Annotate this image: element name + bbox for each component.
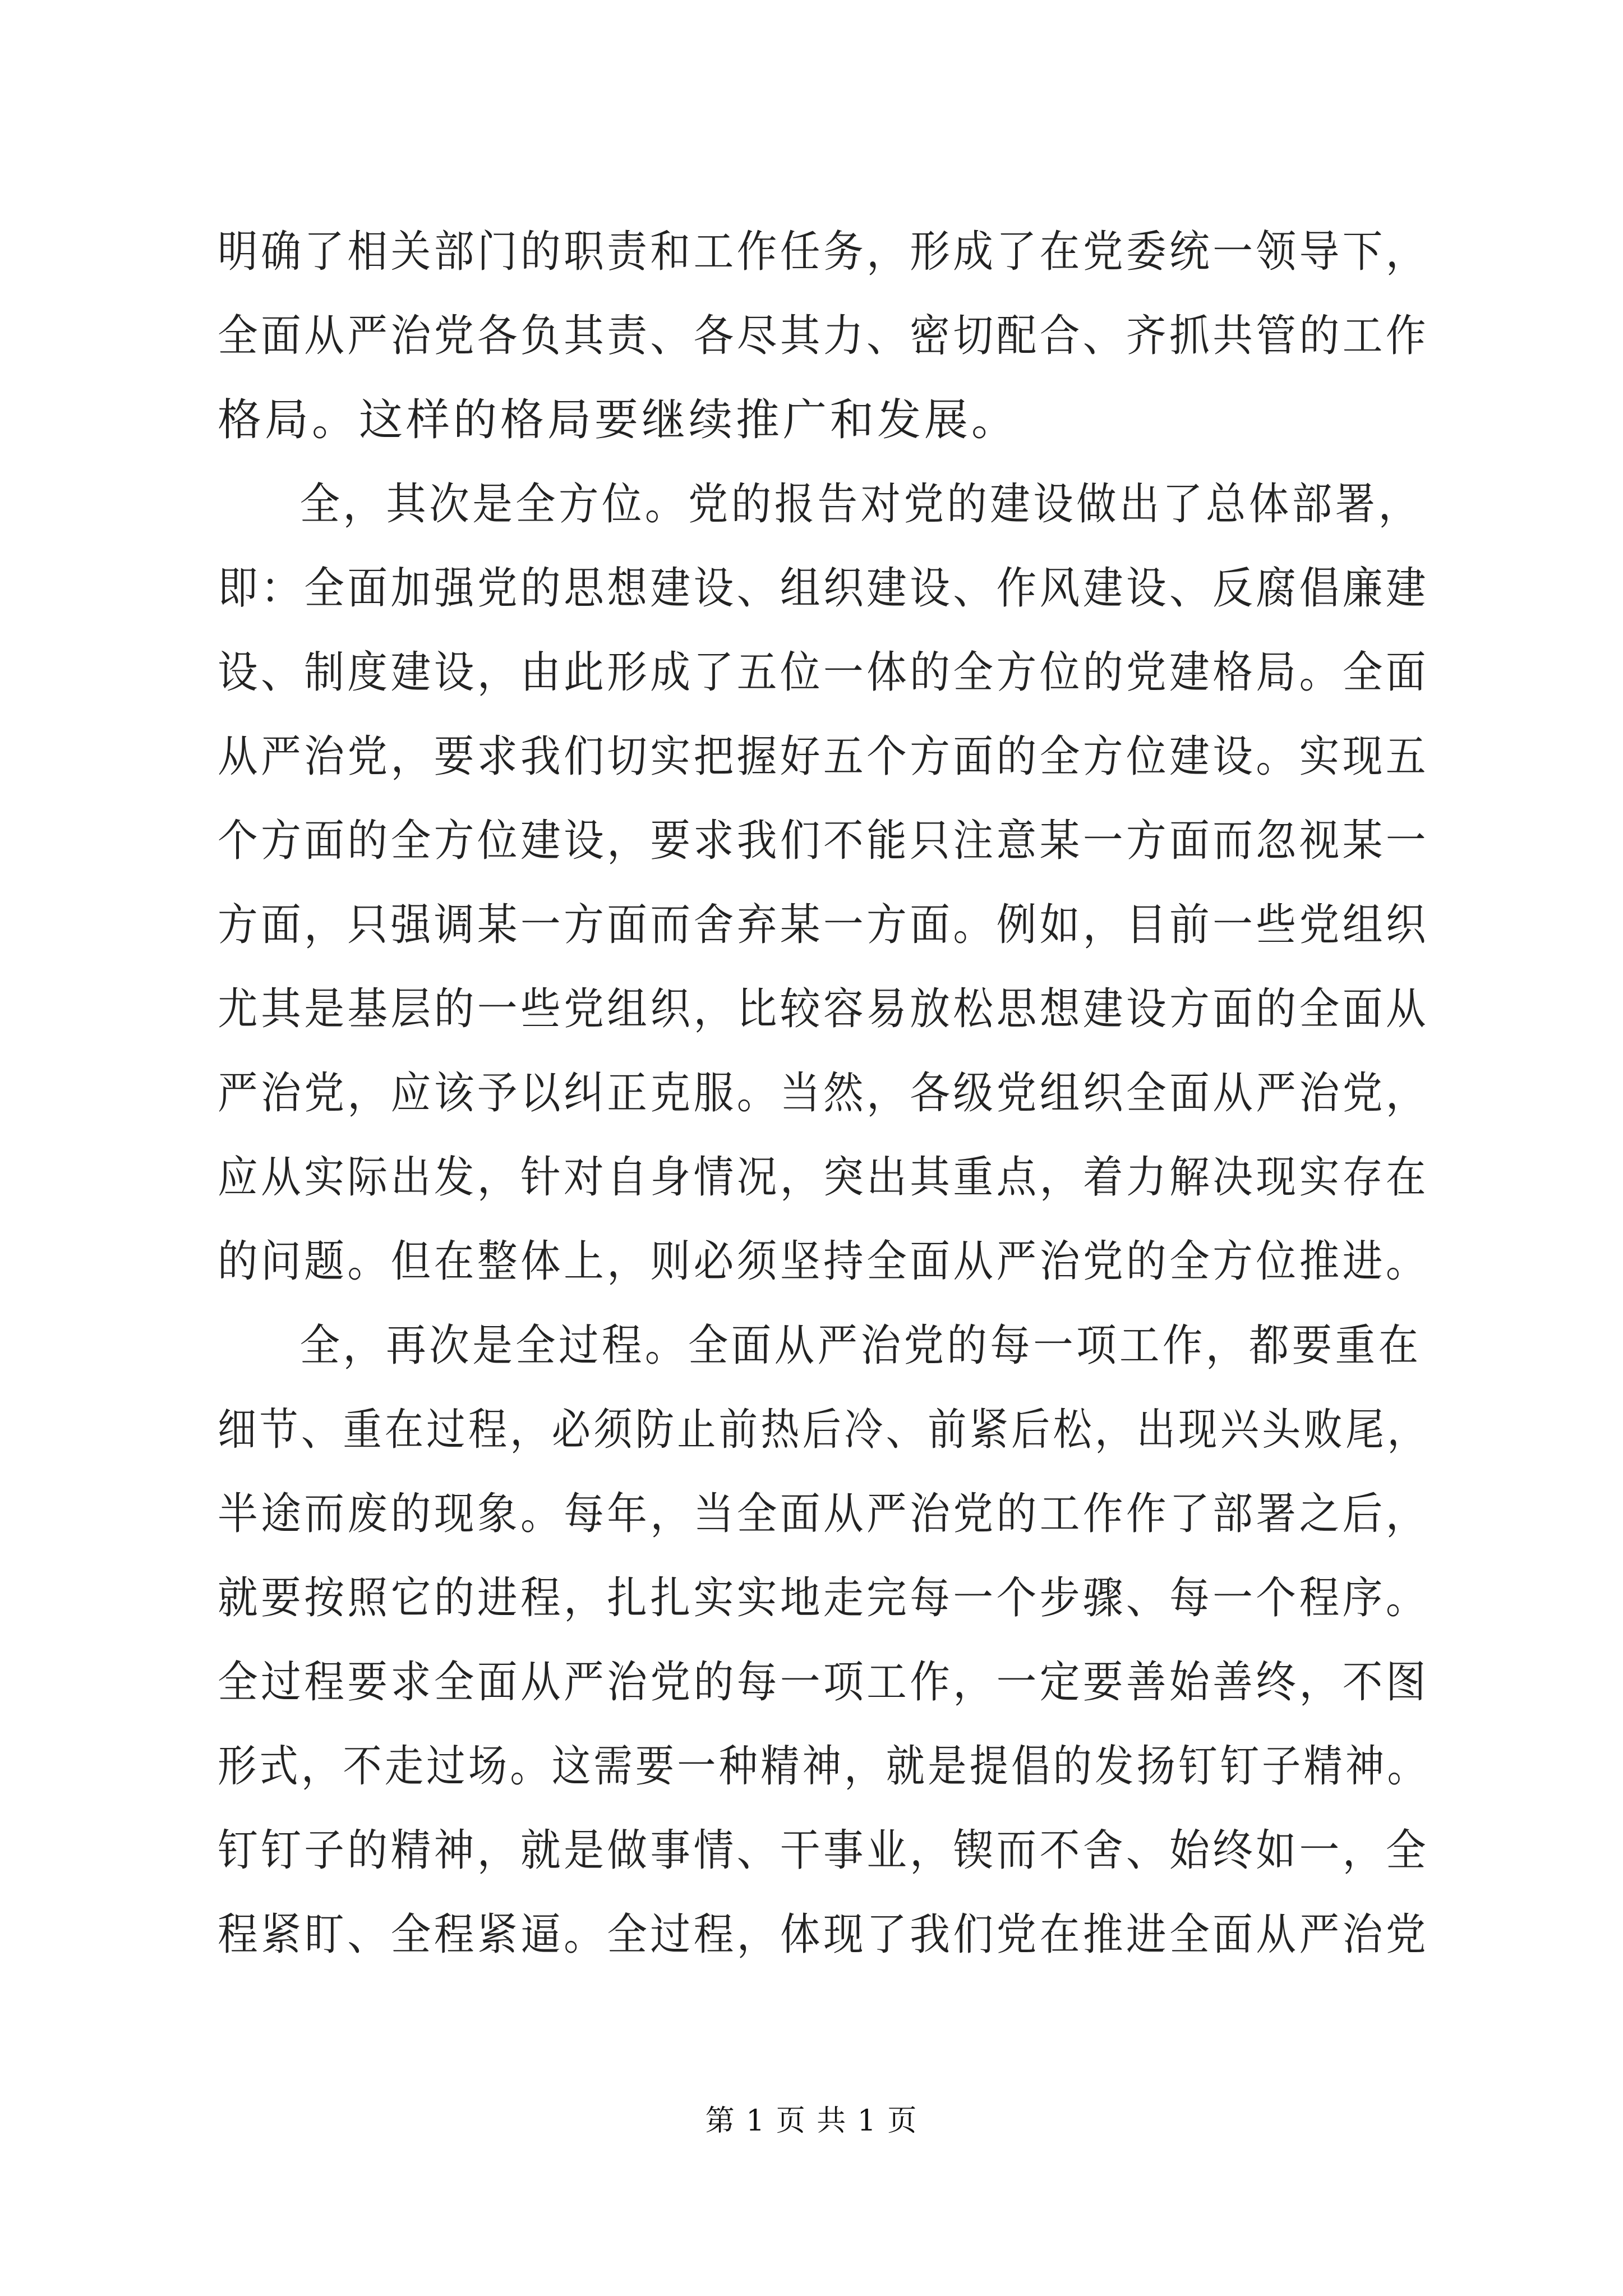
- text-line: 半途而废的现象。每年，当全面从严治党的工作作了部署之后，: [218, 1489, 1430, 1539]
- text-line: 全，其次是全方位。党的报告对党的建设做出了总体部署，: [299, 479, 1422, 530]
- text-line: 明确了相关部门的职责和工作任务，形成了在党委统一领导下，: [218, 227, 1430, 277]
- text-line: 全，再次是全过程。全面从严治党的每一项工作，都要重在: [299, 1320, 1422, 1371]
- text-line: 程紧盯、全程紧逼。全过程，体现了我们党在推进全面从严治党: [218, 1910, 1430, 1960]
- text-line: 全过程要求全面从严治党的每一项工作，一定要善始善终，不图: [218, 1657, 1430, 1708]
- page-footer: 第 1 页 共 1 页: [705, 2104, 918, 2138]
- text-line: 应从实际出发，针对自身情况，突出其重点，着力解决现实存在: [218, 1152, 1430, 1203]
- text-line: 的问题。但在整体上，则必须坚持全面从严治党的全方位推进。: [218, 1236, 1430, 1287]
- text-line: 尤其是基层的一些党组织，比较容易放松思想建设方面的全面从: [218, 984, 1430, 1034]
- text-line: 即：全面加强党的思想建设、组织建设、作风建设、反腐倡廉建: [218, 563, 1430, 614]
- text-line: 方面，只强调某一方面而舍弃某一方面。例如，目前一些党组织: [218, 900, 1430, 950]
- text-line: 钉钉子的精神，就是做事情、干事业，锲而不舍、始终如一，全: [218, 1825, 1430, 1876]
- body-text: [218, 210, 1429, 1977]
- text-line: 形式，不走过场。这需要一种精神，就是提倡的发扬钉钉子精神。: [218, 1741, 1430, 1792]
- text-line: 严治党，应该予以纠正克服。当然，各级党组织全面从严治党，: [218, 1068, 1430, 1119]
- text-line: 从严治党，要求我们切实把握好五个方面的全方位建设。实现五: [218, 731, 1430, 782]
- text-line: 全面从严治党各负其责、各尽其力、密切配合、齐抓共管的工作: [218, 311, 1430, 361]
- text-line: 设、制度建设，由此形成了五位一体的全方位的党建格局。全面: [218, 647, 1430, 698]
- text-line: 格局。这样的格局要继续推广和发展。: [218, 395, 1019, 445]
- text-line: 就要按照它的进程，扎扎实实地走完每一个步骤、每一个程序。: [218, 1573, 1430, 1623]
- text-line: 细节、重在过程，必须防止前热后冷、前紧后松，出现兴头败尾，: [218, 1405, 1430, 1455]
- text-line: 个方面的全方位建设，要求我们不能只注意某一方面而忽视某一: [218, 816, 1430, 866]
